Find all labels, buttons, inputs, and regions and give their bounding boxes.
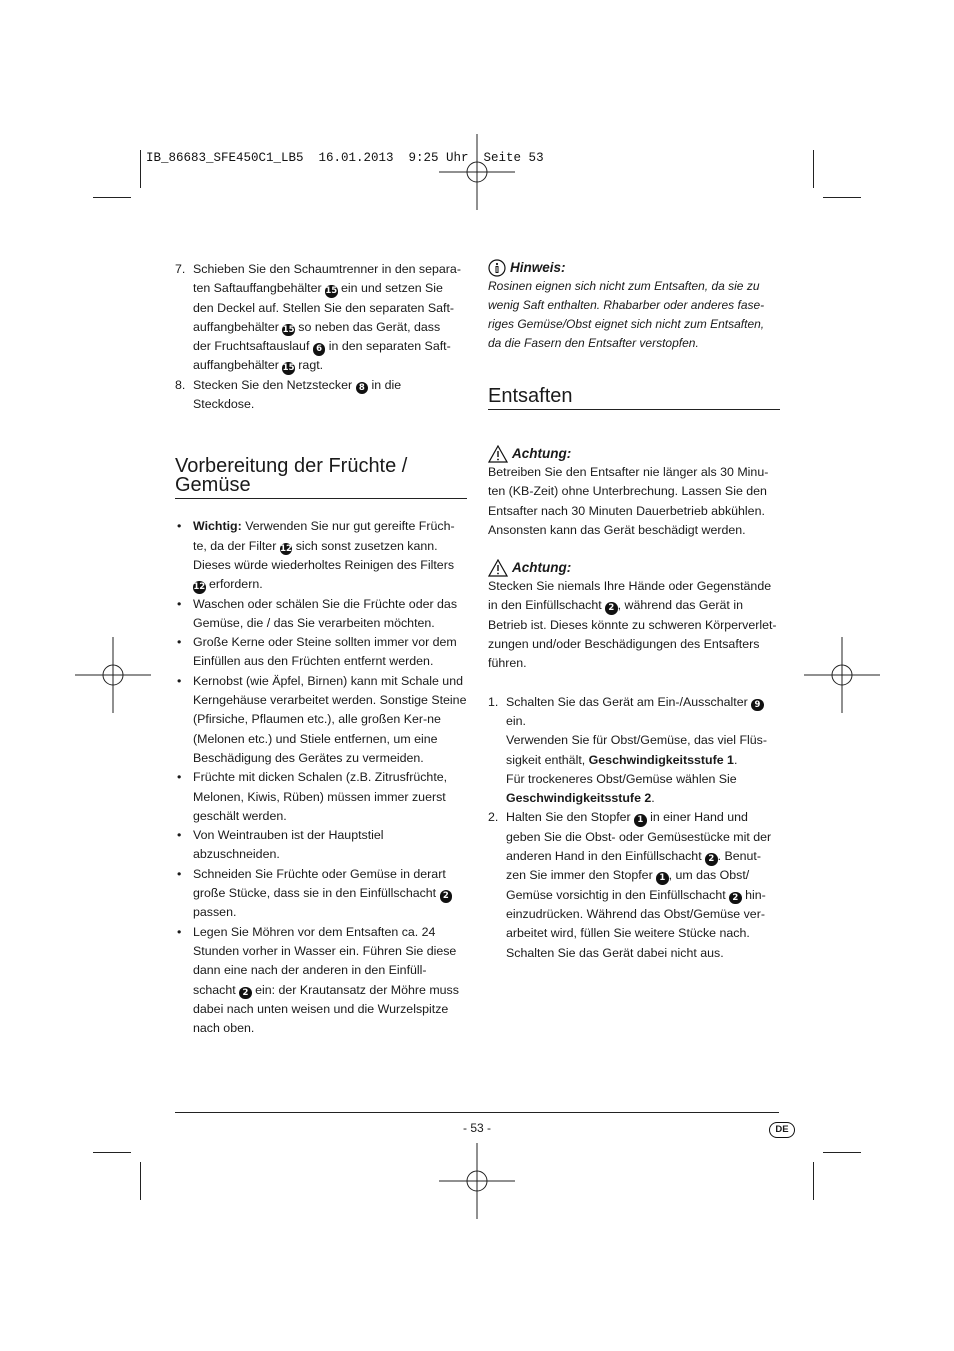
number-badge: 8 <box>356 382 369 395</box>
warning-heading: Achtung: <box>488 558 780 577</box>
list-item: • Von Weintrauben ist der Hauptstiel abzuschneiden. <box>177 828 384 862</box>
list-item: • Schneiden Sie Früchte oder Gemüse in derart große Stücke, dass sie in den Einfüllschacht 2 passen. <box>175 865 467 923</box>
list-item: • Früchte mit dicken Schalen (z.B. Zitrusfrüchte, Melonen, Kiwis, Rüben) müssen immer zuerst geschält werden. <box>177 770 448 823</box>
registration-mark-bottom <box>439 1143 515 1219</box>
list-item: • Wichtig: Verwenden Sie nur gut gereifte Früch-te, da der Filter 12 sich sonst zusetzen kann. Dieses würde wiederholtes Reinigen des Filters 12 erfordern. <box>177 519 455 593</box>
number-badge: 1 <box>634 814 647 827</box>
list-item: 2. Halten Sie den Stopfer 1 in einer Hand und geben Sie die Obst- oder Gemüsestücke mit der anderen Hand in den Einfüllschacht 2 . Benut-zen Sie immer den Stopfer 1 , um das Obst/ Gemüse vorsichtig in den Einfüllschacht 2 hin-einzudrücken. Während das Obst/Gemüse ver-arbeitet wird, füllen Sie weitere Stücke nach. Schalten Sie das Gerät dabei nicht aus. <box>488 810 772 960</box>
juicing-steps <box>488 693 780 963</box>
number-badge: 12 <box>193 582 206 593</box>
crop-mark <box>93 1152 131 1153</box>
crop-mark <box>140 150 141 188</box>
list-item: • Kernobst (wie Äpfel, Birnen) kann mit Schale und Kerngehäuse verarbeitet werden. Sonstige Steine (Pfirsiche, Pflaumen etc.), alle großen Ker-ne (Melonen etc.) und Stiele entfernen, um eine Beschädigung des Gerätes zu vermeiden. <box>177 673 467 765</box>
warning-icon <box>488 559 508 577</box>
list-item: • Legen Sie Möhren vor dem Entsaften ca. 24 Stunden vorher in Wasser ein. Führen Sie diese dann eine nach der anderen in den Einfüll-schacht 2 ein: der Krautansatz der Möhre muss dabei nach unten weisen und die Wurzelspitze nach oben. <box>177 924 459 1036</box>
section-heading-juicing: Entsaften <box>488 387 780 410</box>
note-heading: Hinweis: <box>488 258 780 277</box>
registration-mark-top <box>439 134 515 210</box>
crop-mark <box>93 197 131 198</box>
crop-mark <box>813 150 814 188</box>
warning-heading: Achtung: <box>488 444 780 463</box>
list-item: • Große Kerne oder Steine sollten immer vor dem Einfüllen aus den Früchten entfernt werden. <box>177 635 457 669</box>
info-icon <box>488 259 506 277</box>
number-badge: 12 <box>280 543 292 554</box>
crop-mark <box>813 1162 814 1200</box>
number-badge: 9 <box>751 699 764 712</box>
assembly-steps <box>175 260 467 414</box>
number-badge: 15 <box>282 324 295 335</box>
warning-text: Stecken Sie niemals Ihre Hände oder Gegenstände in den Einfüllschacht 2 , während das Gerät in Betrieb ist. Dieses könnte zu schweren Körperverlet-zungen und/oder Beschädigungen des Entsafters führen. <box>488 579 777 671</box>
list-item: • Waschen oder schälen Sie die Früchte oder das Gemüse, die / das Sie verarbeiten möchten. <box>177 596 458 630</box>
left-column <box>175 260 467 1038</box>
number-badge: 2 <box>729 892 742 905</box>
number-badge: 2 <box>605 602 618 615</box>
crop-mark <box>140 1162 141 1200</box>
warning-icon <box>488 445 508 463</box>
print-slug: IB_86683_SFE450C1_LB5 16.01.2013 9:25 Uhr Seite 53 <box>146 151 544 165</box>
number-badge: 6 <box>313 343 326 356</box>
list-item: 1. Schalten Sie das Gerät am Ein-/Ausschalter 9 ein. Verwenden Sie für Obst/Gemüse, das viel Flüs-sigkeit enthält, Geschwindigkeitsstufe 1. Für trockeneres Obst/Gemüse wählen Sie Geschwindigkeitsstufe 2. <box>488 694 768 806</box>
number-badge: 1 <box>656 872 669 885</box>
number-badge: 2 <box>705 853 718 866</box>
right-column <box>488 258 780 963</box>
crop-mark <box>823 1152 861 1153</box>
page-number: - 53 - <box>462 1121 491 1135</box>
list-item: 7. Schieben Sie den Schaumtrenner in den separa- ten Saftauffangbehälter 15 ein und setzen Sie den Deckel auf. Stellen Sie den separaten Saft- auffangbehälter 15 so neben das Gerät, dass der Fruchtsaftauslauf 6 in den separaten Saft- auffangbehälter 15 ragt. <box>175 262 461 374</box>
list-item: 8. Stecken Sie den Netzstecker 8 in die Steckdose. <box>175 377 402 412</box>
footer-rule <box>175 1112 779 1113</box>
registration-mark-right <box>804 637 880 713</box>
crop-mark <box>823 197 861 198</box>
number-badge: 15 <box>282 363 295 374</box>
note-text: Rosinen eignen sich nicht zum Entsaften, da sie zu wenig Saft enthalten. Rhabarber oder anderes fase-riges Gemüse/Obst eignet sich nicht zum Entsaften, da die Fasern den Entsafter verstopfen. <box>488 279 765 350</box>
section-heading-preparation: Vorbereitung der Früchte / Gemüse <box>175 457 467 499</box>
preparation-list <box>175 517 467 1038</box>
language-badge: DE <box>769 1122 795 1138</box>
warning-text: Betreiben Sie den Entsafter nie länger als 30 Minu-ten (KB-Zeit) ohne Unterbrechung. Lassen Sie den Entsafter nach 30 Minuten Dauerbetrieb abkühlen. Ansonsten kann das Gerät beschädigt werden. <box>488 465 769 537</box>
number-badge: 2 <box>239 987 252 1000</box>
registration-mark-left <box>75 637 151 713</box>
number-badge: 15 <box>325 286 338 297</box>
number-badge: 2 <box>440 890 453 903</box>
